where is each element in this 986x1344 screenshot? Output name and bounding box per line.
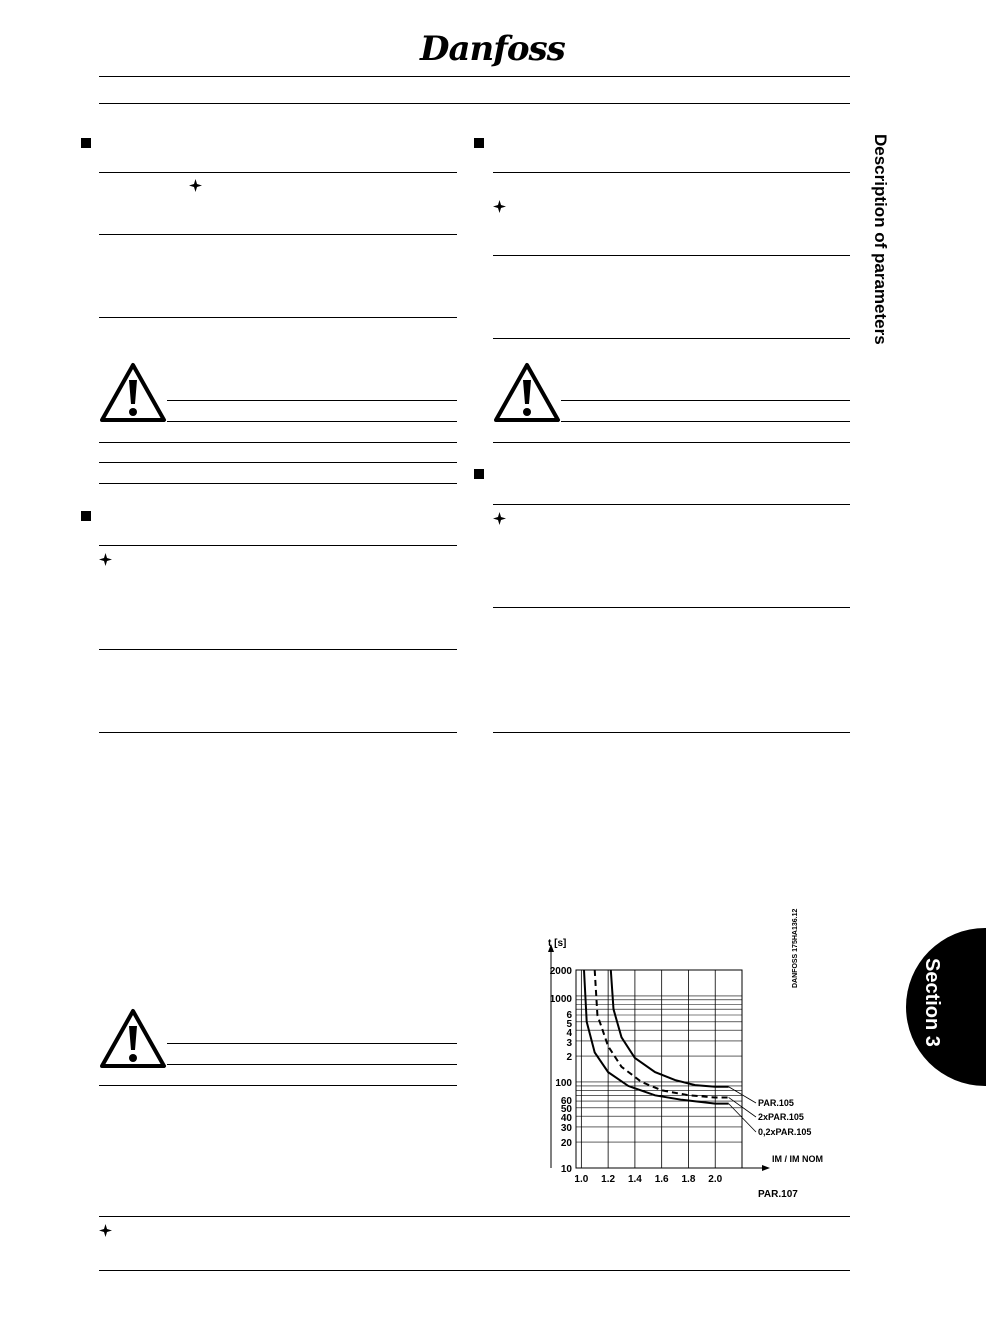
right-rule bbox=[493, 732, 850, 733]
warning-rule bbox=[561, 400, 850, 401]
right-rule bbox=[493, 442, 850, 443]
y-tick-label: 40 bbox=[560, 1113, 572, 1124]
square-bullet-icon bbox=[81, 511, 91, 521]
danfoss-logo bbox=[416, 22, 565, 72]
y-tick-label: 60 bbox=[560, 1096, 572, 1107]
danfoss-logo-mark bbox=[416, 22, 565, 72]
x-parameter-label: PAR.107 bbox=[758, 1189, 798, 1200]
left-rule bbox=[99, 483, 457, 484]
y-tick-label: 3 bbox=[566, 1038, 572, 1049]
right-rule bbox=[493, 607, 850, 608]
right-rule bbox=[493, 255, 850, 256]
section-tab-label: Section 3 bbox=[921, 958, 943, 1047]
star-icon bbox=[493, 512, 506, 525]
x-tick-label: 1.4 bbox=[627, 1174, 642, 1185]
header-rule-top bbox=[99, 76, 850, 77]
left-rule bbox=[99, 545, 457, 546]
y-tick-label: 1000 bbox=[549, 994, 572, 1005]
left-rule bbox=[99, 732, 457, 733]
warning-rule bbox=[167, 421, 457, 422]
left-rule bbox=[99, 462, 457, 463]
x-tick-label: 1.0 bbox=[574, 1174, 589, 1185]
left-rule bbox=[99, 649, 457, 650]
star-icon bbox=[493, 200, 506, 213]
warning-triangle-icon bbox=[99, 1008, 167, 1068]
y-tick-label: 10 bbox=[560, 1164, 572, 1175]
logo-text: Danfoss bbox=[420, 29, 565, 69]
warning-rule bbox=[167, 400, 457, 401]
y-tick-label: 5 bbox=[566, 1019, 572, 1030]
x-tick-label: 2.0 bbox=[708, 1174, 723, 1185]
x-tick-label: 1.2 bbox=[601, 1174, 616, 1185]
y-tick-label: 20 bbox=[560, 1138, 572, 1149]
left-rule bbox=[99, 234, 457, 235]
left-rule bbox=[99, 1085, 457, 1086]
right-rule bbox=[493, 504, 850, 505]
warning-rule bbox=[561, 421, 850, 422]
y-tick-label: 2000 bbox=[549, 966, 572, 977]
right-rule bbox=[493, 172, 850, 173]
warning-triangle-icon bbox=[99, 362, 167, 422]
drawing-code: DANFOSS 175HA136.12 bbox=[792, 908, 799, 988]
series-label: 2xPAR.105 bbox=[758, 1112, 804, 1122]
warning-triangle-icon bbox=[493, 362, 561, 422]
left-rule bbox=[99, 442, 457, 443]
series-label: 0,2xPAR.105 bbox=[758, 1127, 812, 1137]
star-icon bbox=[189, 179, 202, 192]
star-icon bbox=[99, 553, 112, 566]
section-tab bbox=[906, 928, 986, 1086]
right-rule bbox=[493, 338, 850, 339]
x-axis-arrow bbox=[762, 1165, 770, 1171]
warning-rule bbox=[167, 1043, 457, 1044]
x-tick-label: 1.8 bbox=[681, 1174, 696, 1185]
y-tick-label: 2 bbox=[566, 1052, 572, 1063]
footer-rule bbox=[99, 1216, 850, 1217]
left-rule bbox=[99, 172, 457, 173]
y-tick-label: 6 bbox=[566, 1010, 572, 1021]
series-line bbox=[584, 970, 729, 1104]
warning-rule bbox=[167, 1064, 457, 1065]
square-bullet-icon bbox=[474, 138, 484, 148]
star-icon bbox=[99, 1224, 112, 1237]
series-label: PAR.105 bbox=[758, 1098, 794, 1108]
y-tick-label: 100 bbox=[555, 1078, 572, 1089]
y-tick-label: 30 bbox=[560, 1123, 572, 1134]
square-bullet-icon bbox=[81, 138, 91, 148]
x-axis-label: IM / IM NOM bbox=[772, 1154, 823, 1164]
y-tick-label: 50 bbox=[560, 1104, 572, 1115]
y-axis-label: t [s] bbox=[548, 938, 567, 949]
series-line bbox=[611, 970, 729, 1087]
footer-rule bbox=[99, 1270, 850, 1271]
header-rule-bottom bbox=[99, 103, 850, 104]
thermal-trip-chart bbox=[500, 908, 830, 1200]
side-section-title: Description of parameters bbox=[871, 134, 890, 345]
square-bullet-icon bbox=[474, 469, 484, 479]
left-rule bbox=[99, 317, 457, 318]
x-tick-label: 1.6 bbox=[654, 1174, 669, 1185]
y-tick-label: 4 bbox=[566, 1028, 572, 1039]
